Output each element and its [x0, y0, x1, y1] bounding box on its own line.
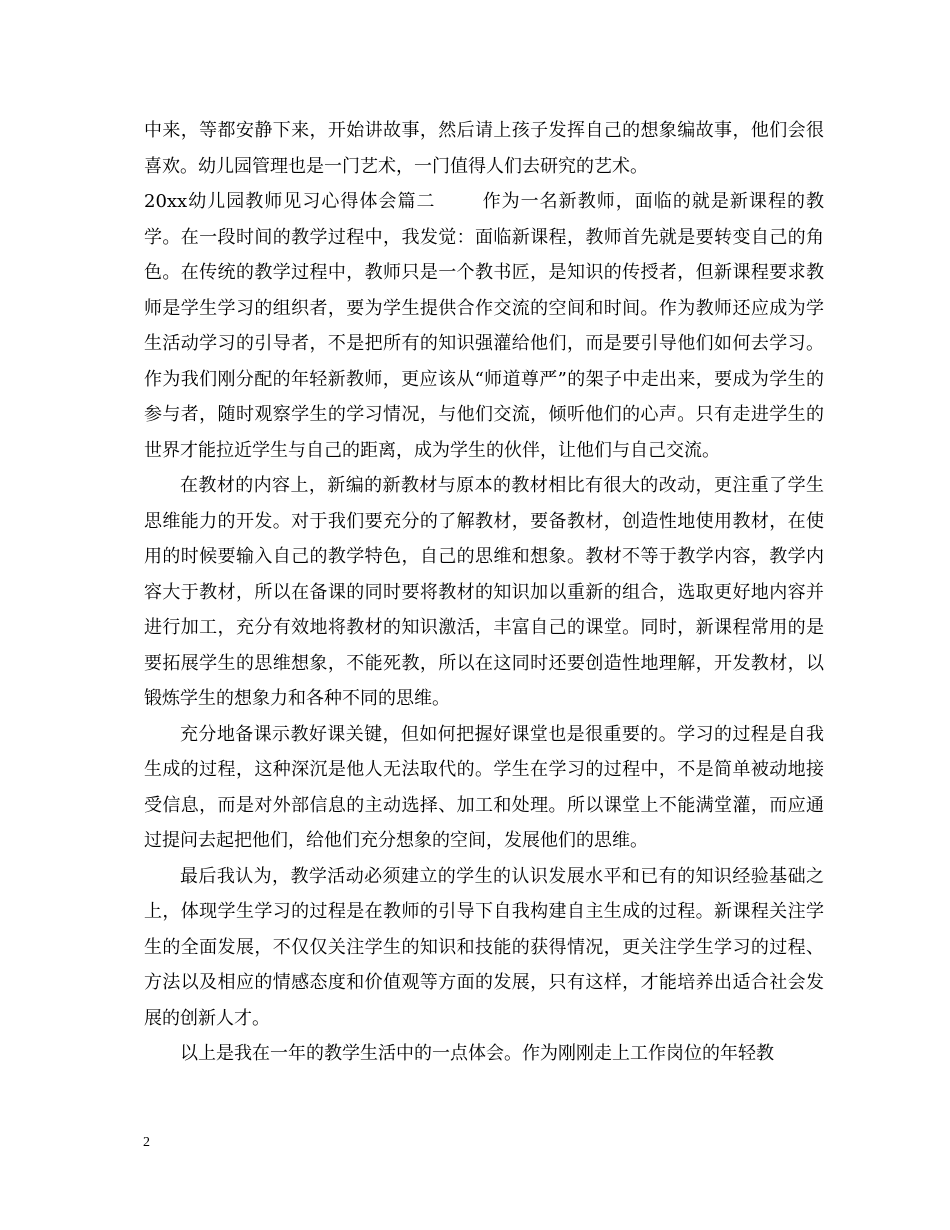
paragraph-conclusion: 最后我认为，教学活动必须建立的学生的认识发展水平和已有的知识经验基础之上，体现学生学习的过程是在教师的引导下自我构建自主生成的过程。新课程关注学生的全面发展，不仅仅关注学生的知识和技能的获得情况，更关注学生学习的过程、方法以及相应的情感态度和价值观等方面的发展，只有这样，才能培养出适合社会发展的创新人才。 [144, 865, 824, 1029]
paragraph-lesson-preparation: 充分地备课示教好课关键，但如何把握好课堂也是很重要的。学习的过程是自我生成的过程，这种深沉是他人无法取代的。学生在学习的过程中，不是简单被动地接受信息，而是对外部信息的主动选择、加工和处理。所以课堂上不能满堂灌，而应通过提问去起把他们，给他们充分想象的空间，发展他们的思维。 [144, 723, 824, 851]
paragraph-section-two [144, 184, 824, 468]
paragraph-summary: 以上是我在一年的教学生活中的一点体会。作为刚刚走上工作岗位的年轻教 [180, 1043, 774, 1064]
paragraph-continuation: 中来，等都安静下来，开始讲故事，然后请上孩子发挥自己的想象编故事，他们会很喜欢。幼儿园管理也是一门艺术，一门值得人们去研究的艺术。 [144, 120, 824, 177]
section-two-body: 作为一名新教师，面临的就是新课程的教学。在一段时间的教学过程中，我发觉：面临新课程，教师首先就是要转变自己的角色。在传统的教学过程中，教师只是一个教书匠，是知识的传授者，但新课程要求教师是学生学习的组织者，要为学生提供合作交流的空间和时间。作为教师还应成为学生活动学习的引导者，不是把所有的知识强灌给他们，而是要引导他们如何去学习。作为我们刚分配的年轻新教师，更应该从“师道尊严”的架子中走出来，要成为学生的参与者，随时观察学生的学习情况，与他们交流，倾听他们的心声。只有走进学生的世界才能拉近学生与自己的距离，成为学生的伙伴，让他们与自己交流。 [144, 191, 825, 461]
section-heading: 20xx幼儿园教师见习心得体会篇二 [144, 191, 436, 212]
document-body [144, 113, 824, 1072]
page-number: 2 [143, 1135, 150, 1150]
paragraph-textbook-content: 在教材的内容上，新编的新教材与原本的教材相比有很大的改动，更注重了学生思维能力的开发。对于我们要充分的了解教材，要备教材，创造性地使用教材，在使用的时候要输入自己的教学特色，自己的思维和想象。教材不等于教学内容，教学内容大于教材，所以在备课的同时要将教材的知识加以重新的组合，选取更好地内容并进行加工，充分有效地将教材的知识激活，丰富自己的课堂。同时，新课程常用的是要拓展学生的思维想象，不能死教，所以在这同时还要创造性地理解，开发教材，以锻炼学生的想象力和各种不同的思维。 [144, 475, 824, 709]
